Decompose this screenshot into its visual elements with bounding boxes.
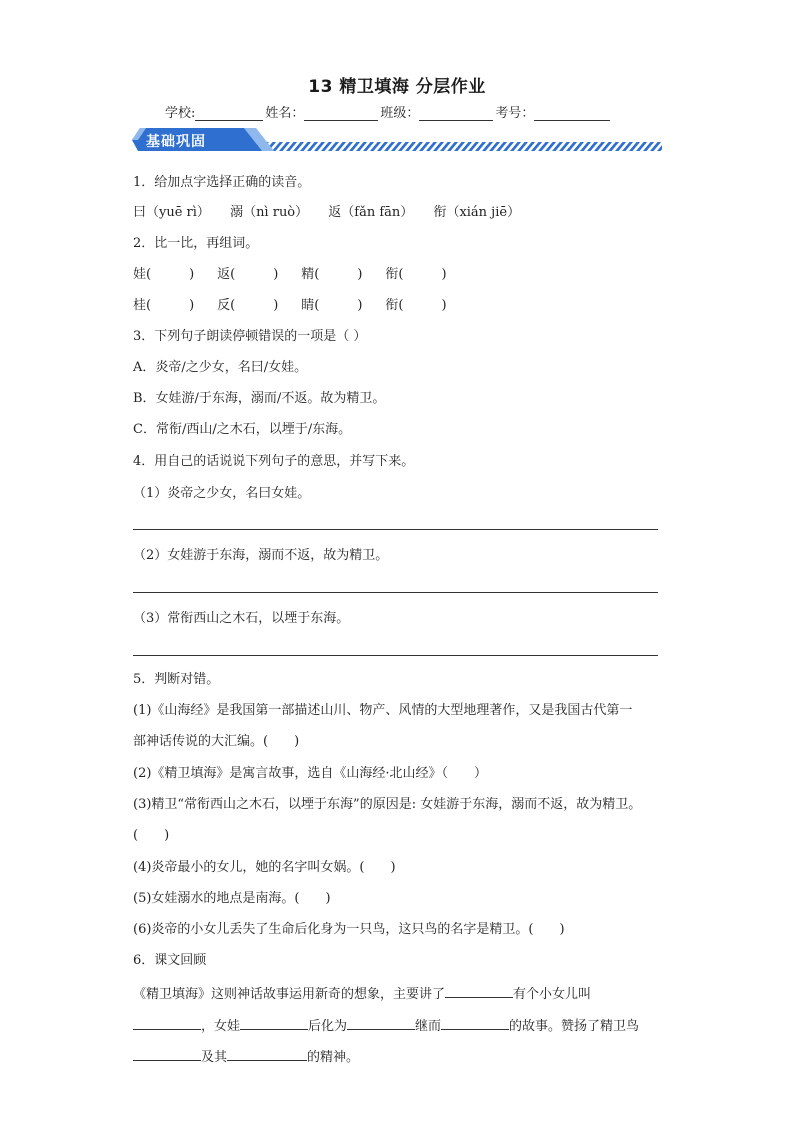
banner-graphic (132, 126, 662, 156)
q6-blank-4[interactable] (347, 1016, 415, 1030)
q6-text: 及其 (201, 1050, 228, 1065)
q4-item-1: （1）炎帝之少女，名曰女娃。 (133, 486, 311, 501)
name-label: 姓名： (265, 106, 305, 121)
q6-line-3 (133, 1047, 359, 1066)
q6-blank-1[interactable] (445, 984, 513, 998)
q2-row-1 (133, 267, 447, 283)
q6-stem: 6．课文回顾 (133, 953, 207, 968)
section-label: 基础巩固 (146, 134, 206, 150)
q1-item-2[interactable]: 溺（nì ruò） (230, 205, 309, 220)
school-field[interactable] (195, 106, 263, 121)
q4-item-3: （3）常衔西山之木石，以堙于东海。 (133, 611, 350, 626)
q3-option-c[interactable]: C．常衔/西山/之木石，以堙于/东海。 (133, 422, 352, 437)
q2-cell[interactable]: 反( ) (217, 298, 279, 313)
q4-answer-line-2[interactable] (133, 592, 658, 593)
name-field[interactable] (304, 106, 378, 121)
q6-text: 后化为 (308, 1019, 348, 1034)
q2-cell[interactable]: 衔( ) (385, 267, 447, 282)
q2-cell[interactable]: 返( ) (217, 267, 279, 282)
q6-blank-3[interactable] (240, 1016, 308, 1030)
q6-line-2 (133, 1016, 639, 1035)
q6-text: ，女娃 (201, 1019, 241, 1034)
student-info-row (165, 102, 612, 121)
q5-item-2[interactable]: (2)《精卫填海》是寓言故事，选自《山海经·北山经》（ ） (133, 766, 488, 781)
q6-text: 继而 (415, 1019, 442, 1034)
q2-cell[interactable]: 娃( ) (133, 267, 195, 282)
q2-cell[interactable]: 桂( ) (133, 298, 195, 313)
q2-cell[interactable]: 衔( ) (385, 298, 447, 313)
q5-stem: 5．判断对错。 (133, 672, 220, 687)
exam-number-field[interactable] (534, 106, 610, 121)
q4-item-2: （2）女娃游于东海，溺而不返，故为精卫。 (133, 548, 389, 563)
q6-blank-2[interactable] (133, 1016, 201, 1030)
q6-blank-7[interactable] (227, 1047, 307, 1061)
q5-item-3: (3)精卫“常衔西山之木石，以堙于东海”的原因是: 女娃游于东海，溺而不返，故为精卫。 (133, 797, 642, 812)
q6-blank-6[interactable] (133, 1047, 201, 1061)
section-banner (132, 126, 662, 156)
q2-row-2 (133, 298, 447, 314)
page-title: 13 精卫填海 分层作业 (308, 77, 486, 97)
q6-text: 的故事。赞扬了精卫鸟 (509, 1019, 640, 1034)
q5-item-6[interactable]: (6)炎帝的小女儿丢失了生命后化身为一只鸟，这只鸟的名字是精卫。( ) (133, 922, 565, 937)
q3-stem: 3．下列句子朗读停顿错误的一项是（ ） (133, 329, 367, 344)
class-label: 班级： (380, 106, 420, 121)
q1-item-4[interactable]: 衔（xián jiē） (433, 205, 521, 220)
q6-text: 有个小女儿叫 (513, 987, 592, 1002)
q2-cell[interactable]: 睛( ) (301, 298, 363, 313)
class-field[interactable] (419, 106, 493, 121)
q1-stem: 1．给加点字选择正确的读音。 (133, 175, 311, 190)
q5-item-1: (1)《山海经》是我国第一部描述山川、物产、风情的大型地理著作，又是我国古代第一 (133, 703, 633, 718)
q1-item-3[interactable]: 返（fǎn fān） (328, 205, 414, 220)
q3-option-b[interactable]: B．女娃游/于东海，溺而/不返。故为精卫。 (133, 391, 386, 406)
q2-cell[interactable]: 精( ) (301, 267, 363, 282)
q6-text: 《精卫填海》这则神话故事运用新奇的想象，主要讲了 (133, 987, 446, 1002)
q4-answer-line-1[interactable] (133, 529, 658, 530)
exam-number-label: 考号： (495, 106, 535, 121)
q1-options (133, 205, 536, 221)
q6-line-1 (133, 984, 591, 1003)
q6-blank-5[interactable] (441, 1016, 509, 1030)
q2-stem: 2．比一比，再组词。 (133, 236, 259, 251)
q1-item-1[interactable]: 曰（yuē rì） (133, 205, 210, 220)
q4-answer-line-3[interactable] (133, 655, 658, 656)
q5-item-3-cont[interactable]: ( ) (133, 828, 170, 843)
q5-item-1-cont[interactable]: 部神话传说的大汇编。( ) (133, 734, 300, 749)
q3-option-a[interactable]: A．炎帝/之少女，名曰/女娃。 (133, 360, 308, 375)
school-label: 学校: (165, 106, 196, 121)
q5-item-4[interactable]: (4)炎帝最小的女儿，她的名字叫女娲。( ) (133, 860, 396, 875)
q6-text: 的精神。 (307, 1050, 360, 1065)
q4-stem: 4．用自己的话说说下列句子的意思，并写下来。 (133, 454, 415, 469)
q5-item-5[interactable]: (5)女娃溺水的地点是南海。( ) (133, 891, 331, 906)
